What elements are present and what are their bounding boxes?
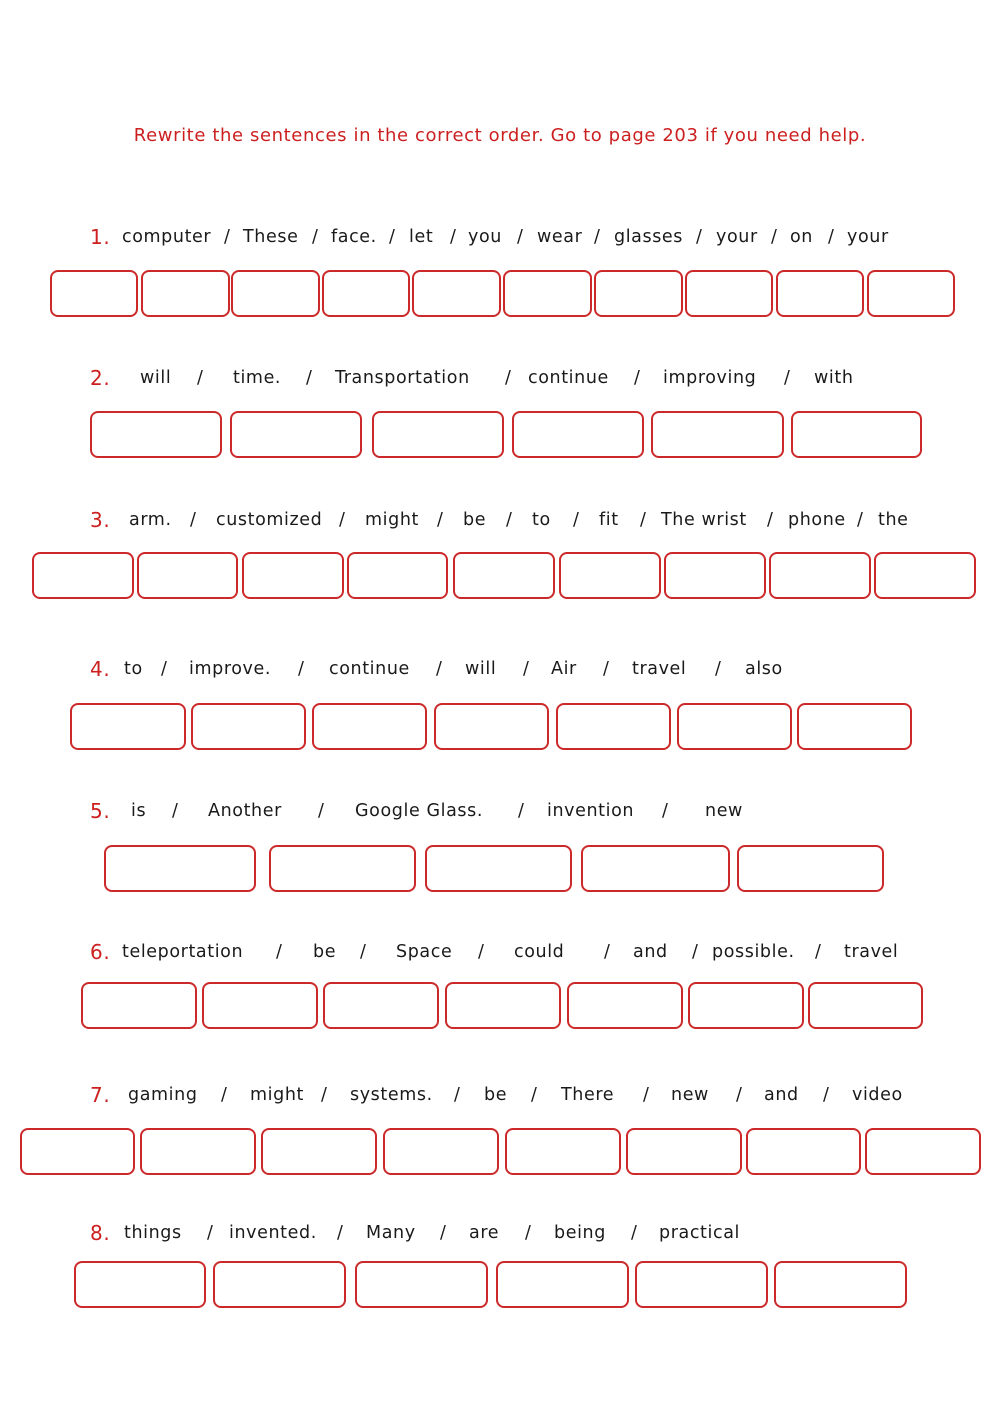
answer-box[interactable]: [70, 703, 186, 750]
word-separator: /: [604, 942, 611, 962]
word-separator: /: [318, 801, 325, 821]
question-4: [0, 656, 1000, 682]
answer-box[interactable]: [594, 270, 683, 317]
answer-box[interactable]: [769, 552, 871, 599]
word-tile: is: [131, 801, 147, 821]
word-separator: /: [525, 1223, 532, 1243]
word-separator: /: [339, 510, 346, 530]
word-separator: /: [573, 510, 580, 530]
word-tile: be: [484, 1085, 508, 1105]
answer-box[interactable]: [808, 982, 923, 1029]
word-tile: improving: [663, 368, 757, 388]
word-separator: /: [276, 942, 283, 962]
question-number: 8.: [90, 1221, 111, 1245]
word-separator: /: [454, 1085, 461, 1105]
word-tile: will: [140, 368, 172, 388]
word-tile: your: [716, 227, 758, 247]
word-tile: invention: [547, 801, 635, 821]
word-separator: /: [437, 510, 444, 530]
word-tile: and: [633, 942, 668, 962]
word-separator: /: [190, 510, 197, 530]
word-tile: phone: [788, 510, 846, 530]
word-separator: /: [298, 659, 305, 679]
word-separator: /: [450, 227, 457, 247]
answer-box[interactable]: [425, 845, 572, 892]
word-tile: invented.: [229, 1223, 317, 1243]
answer-box[interactable]: [312, 703, 427, 750]
answer-box[interactable]: [651, 411, 784, 458]
answer-box[interactable]: [202, 982, 318, 1029]
answer-box[interactable]: [355, 1261, 488, 1308]
word-separator: /: [631, 1223, 638, 1243]
word-tile: travel: [844, 942, 899, 962]
word-separator: /: [767, 510, 774, 530]
answer-box[interactable]: [505, 1128, 621, 1175]
word-tile: be: [463, 510, 487, 530]
word-tile: teleportation: [122, 942, 244, 962]
word-tile: Space: [396, 942, 453, 962]
question-6: [0, 939, 1000, 965]
answer-box[interactable]: [141, 270, 230, 317]
answer-box[interactable]: [453, 552, 555, 599]
answer-box[interactable]: [567, 982, 683, 1029]
word-separator: /: [640, 510, 647, 530]
answer-box[interactable]: [20, 1128, 135, 1175]
word-separator: /: [224, 227, 231, 247]
word-tile: things: [124, 1223, 182, 1243]
instruction-text: Rewrite the sentences in the correct order. Go to page 203 if you need help.: [133, 125, 867, 146]
question-2: [0, 365, 1000, 391]
answer-box[interactable]: [140, 1128, 256, 1175]
word-tile: computer: [122, 227, 212, 247]
answer-box[interactable]: [496, 1261, 629, 1308]
answer-box[interactable]: [81, 982, 197, 1029]
answer-box[interactable]: [791, 411, 922, 458]
question-number: 3.: [90, 508, 111, 532]
answer-box[interactable]: [412, 270, 501, 317]
word-tile: travel: [632, 659, 687, 679]
answer-box[interactable]: [269, 845, 416, 892]
answer-box[interactable]: [776, 270, 864, 317]
word-tile: will: [465, 659, 497, 679]
word-tile: to: [124, 659, 143, 679]
word-separator: /: [161, 659, 168, 679]
answer-box[interactable]: [677, 703, 792, 750]
word-tile: possible.: [712, 942, 795, 962]
word-separator: /: [478, 942, 485, 962]
question-8: [0, 1220, 1000, 1246]
word-separator: /: [197, 368, 204, 388]
word-separator: /: [221, 1085, 228, 1105]
answer-box[interactable]: [213, 1261, 346, 1308]
answer-box[interactable]: [242, 552, 344, 599]
word-tile: continue: [329, 659, 410, 679]
word-separator: /: [440, 1223, 447, 1243]
word-separator: /: [531, 1085, 538, 1105]
word-separator: /: [436, 659, 443, 679]
question-number: 6.: [90, 940, 111, 964]
word-tile: arm.: [129, 510, 172, 530]
answer-box[interactable]: [230, 411, 362, 458]
answer-box[interactable]: [503, 270, 592, 317]
word-tile: video: [852, 1085, 903, 1105]
word-tile: let: [409, 227, 434, 247]
word-tile: your: [847, 227, 889, 247]
word-separator: /: [815, 942, 822, 962]
answer-box[interactable]: [685, 270, 773, 317]
word-tile: being: [554, 1223, 606, 1243]
word-tile: might: [250, 1085, 304, 1105]
word-separator: /: [306, 368, 313, 388]
word-separator: /: [321, 1085, 328, 1105]
question-5: [0, 798, 1000, 824]
answer-box[interactable]: [137, 552, 238, 599]
question-number: 1.: [90, 225, 111, 249]
question-number: 7.: [90, 1083, 111, 1107]
answer-box[interactable]: [323, 982, 439, 1029]
question-7: [0, 1082, 1000, 1108]
word-separator: /: [360, 942, 367, 962]
answer-box[interactable]: [231, 270, 320, 317]
word-tile: time.: [233, 368, 282, 388]
answer-box[interactable]: [635, 1261, 768, 1308]
word-tile: might: [365, 510, 419, 530]
word-separator: /: [337, 1223, 344, 1243]
answer-box[interactable]: [191, 703, 306, 750]
word-tile: practical: [659, 1223, 740, 1243]
word-tile: new: [671, 1085, 709, 1105]
word-separator: /: [389, 227, 396, 247]
answer-box[interactable]: [688, 982, 804, 1029]
answer-box[interactable]: [74, 1261, 206, 1308]
word-separator: /: [594, 227, 601, 247]
answer-box[interactable]: [626, 1128, 742, 1175]
word-separator: /: [312, 227, 319, 247]
question-number: 2.: [90, 366, 111, 390]
word-tile: are: [469, 1223, 500, 1243]
word-separator: /: [828, 227, 835, 247]
word-separator: /: [517, 227, 524, 247]
word-separator: /: [784, 368, 791, 388]
word-tile: and: [764, 1085, 799, 1105]
word-separator: /: [715, 659, 722, 679]
word-tile: to: [532, 510, 551, 530]
answer-box[interactable]: [322, 270, 410, 317]
answer-box[interactable]: [32, 552, 134, 599]
word-separator: /: [643, 1085, 650, 1105]
word-tile: Transportation: [335, 368, 470, 388]
word-tile: could: [514, 942, 565, 962]
answer-box[interactable]: [737, 845, 884, 892]
answer-box[interactable]: [90, 411, 222, 458]
word-separator: /: [662, 801, 669, 821]
word-separator: /: [207, 1223, 214, 1243]
answer-box[interactable]: [559, 552, 661, 599]
answer-box[interactable]: [746, 1128, 861, 1175]
answer-box[interactable]: [445, 982, 561, 1029]
word-tile: There: [561, 1085, 615, 1105]
word-tile: Air: [551, 659, 577, 679]
word-tile: Google Glass.: [355, 801, 484, 821]
answer-box[interactable]: [581, 845, 730, 892]
word-tile: face.: [331, 227, 377, 247]
word-tile: on: [790, 227, 813, 247]
word-tile: the: [878, 510, 909, 530]
question-1: [0, 224, 1000, 250]
answer-box[interactable]: [865, 1128, 981, 1175]
answer-box[interactable]: [347, 552, 448, 599]
word-separator: /: [172, 801, 179, 821]
word-separator: /: [523, 659, 530, 679]
answer-box[interactable]: [556, 703, 671, 750]
question-3: [0, 507, 1000, 533]
word-separator: /: [857, 510, 864, 530]
word-separator: /: [505, 368, 512, 388]
word-tile: Many: [366, 1223, 416, 1243]
question-number: 5.: [90, 799, 111, 823]
word-tile: customized: [216, 510, 323, 530]
question-number: 4.: [90, 657, 111, 681]
answer-box[interactable]: [434, 703, 549, 750]
answer-box[interactable]: [383, 1128, 499, 1175]
word-tile: with: [814, 368, 854, 388]
answer-box[interactable]: [104, 845, 256, 892]
word-tile: These: [243, 227, 299, 247]
word-separator: /: [823, 1085, 830, 1105]
word-tile: improve.: [189, 659, 272, 679]
answer-box[interactable]: [867, 270, 955, 317]
answer-box[interactable]: [512, 411, 644, 458]
word-separator: /: [736, 1085, 743, 1105]
word-tile: Another: [208, 801, 282, 821]
word-separator: /: [771, 227, 778, 247]
answer-box[interactable]: [50, 270, 138, 317]
word-separator: /: [518, 801, 525, 821]
answer-box[interactable]: [261, 1128, 377, 1175]
word-tile: be: [313, 942, 337, 962]
word-tile: continue: [528, 368, 609, 388]
answer-box[interactable]: [874, 552, 976, 599]
word-separator: /: [603, 659, 610, 679]
word-tile: The wrist: [661, 510, 747, 530]
answer-box[interactable]: [774, 1261, 907, 1308]
word-tile: also: [745, 659, 783, 679]
answer-box[interactable]: [664, 552, 766, 599]
word-tile: new: [705, 801, 743, 821]
word-tile: glasses: [614, 227, 684, 247]
word-separator: /: [692, 942, 699, 962]
word-tile: wear: [537, 227, 583, 247]
word-tile: fit: [599, 510, 619, 530]
word-tile: systems.: [350, 1085, 433, 1105]
word-tile: gaming: [128, 1085, 198, 1105]
answer-box[interactable]: [797, 703, 912, 750]
word-separator: /: [696, 227, 703, 247]
word-separator: /: [506, 510, 513, 530]
word-separator: /: [634, 368, 641, 388]
answer-box[interactable]: [372, 411, 504, 458]
word-tile: you: [468, 227, 502, 247]
